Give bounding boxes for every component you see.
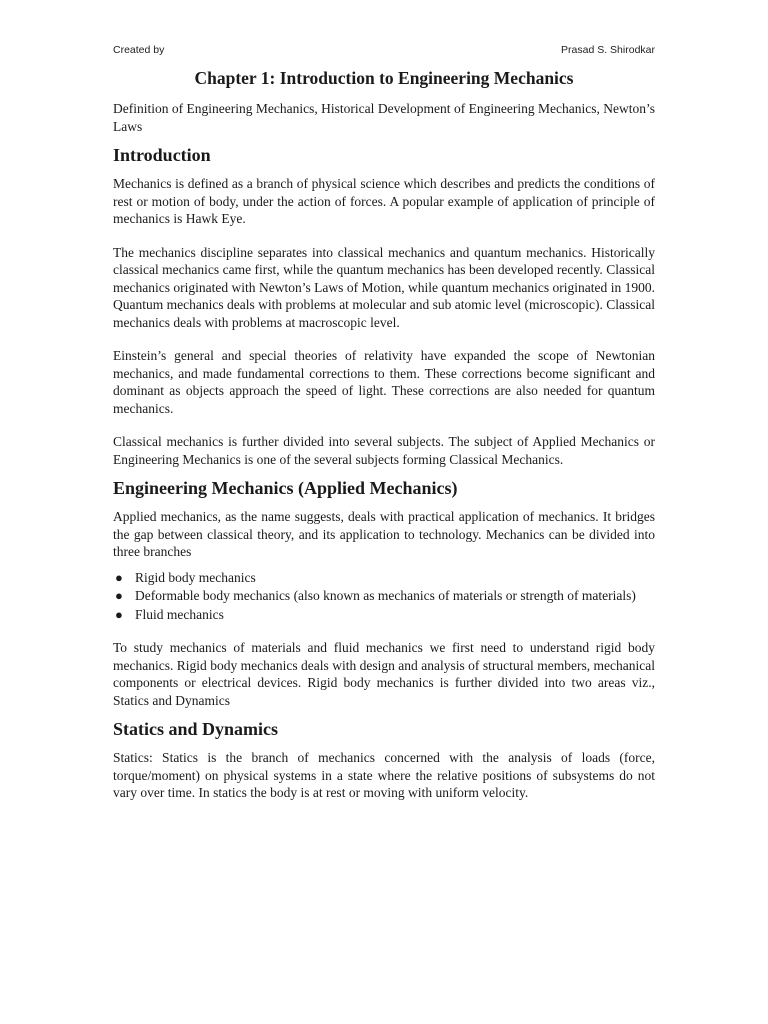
bullet-icon: ●	[115, 588, 123, 603]
statics-dynamics-heading: Statics and Dynamics	[113, 719, 279, 739]
engineering-paragraph-1: Applied mechanics, as the name suggests, deals with practical application of mechanics. It bridges the gap between classical theory, and its application to technology. Mechanics can be divided into three branches	[113, 509, 655, 559]
chapter-subtitle: Definition of Engineering Mechanics, Historical Development of Engineering Mechanics, Newton’s Laws	[113, 101, 655, 134]
branches-list	[113, 569, 655, 624]
statics-paragraph-1: Statics: Statics is the branch of mechanics concerned with the analysis of loads (force, torque/moment) on physical systems in a state where the relative positions of subsystems do not vary over time. In statics the body is at rest or moving with uniform velocity.	[113, 750, 655, 800]
introduction-paragraph-3: Einstein’s general and special theories of relativity have expanded the scope of Newtonian mechanics, and made fundamental corrections to them. These corrections become significant and dominant as objects approach the speed of light. These corrections are also needed for quantum mechanics.	[113, 348, 655, 416]
list-item	[115, 569, 655, 587]
chapter-title: Chapter 1: Introduction to Engineering Mechanics	[194, 68, 574, 88]
introduction-paragraph-1: Mechanics is defined as a branch of physical science which describes and predicts the conditions of rest or motion of body, under the action of forces. A popular example of application of principle of mechanics is Hawk Eye.	[113, 176, 655, 226]
introduction-paragraph-2: The mechanics discipline separates into classical mechanics and quantum mechanics. Historically classical mechanics came first, while the quantum mechanics has been developed recently. Classical mechanics originated with Newton’s Laws of Motion, while quantum mechanics originated in 1900. Quantum mechanics deals with problems at molecular and sub atomic level (microscopic). Classical mechanics deals with problems at macroscopic level.	[113, 244, 655, 330]
page-header	[113, 44, 655, 60]
author-name: Prasad S. Shirodkar	[561, 44, 655, 56]
list-item-text: Rigid body mechanics	[135, 569, 256, 585]
created-by-label: Created by	[113, 44, 165, 56]
list-item-text: Fluid mechanics	[135, 606, 224, 622]
introduction-heading: Introduction	[113, 145, 211, 165]
bullet-icon: ●	[115, 606, 123, 622]
introduction-paragraph-4: Classical mechanics is further divided into several subjects. The subject of Applied Mechanics or Engineering Mechanics is one of the several subjects forming Classical Mechanics.	[113, 434, 655, 467]
engineering-mechanics-heading: Engineering Mechanics (Applied Mechanics)	[113, 478, 458, 498]
bullet-icon: ●	[115, 569, 123, 585]
list-item-text: Deformable body mechanics (also known as mechanics of materials or strength of materials)	[135, 588, 636, 603]
engineering-paragraph-2: To study mechanics of materials and fluid mechanics we first need to understand rigid body mechanics. Rigid body mechanics deals with design and analysis of structural members, mechanical components or electrical devices. Rigid body mechanics is further divided into two areas viz., Statics and Dynamics	[113, 640, 655, 708]
list-item	[115, 587, 655, 605]
document-body	[113, 66, 655, 818]
list-item	[115, 606, 655, 624]
